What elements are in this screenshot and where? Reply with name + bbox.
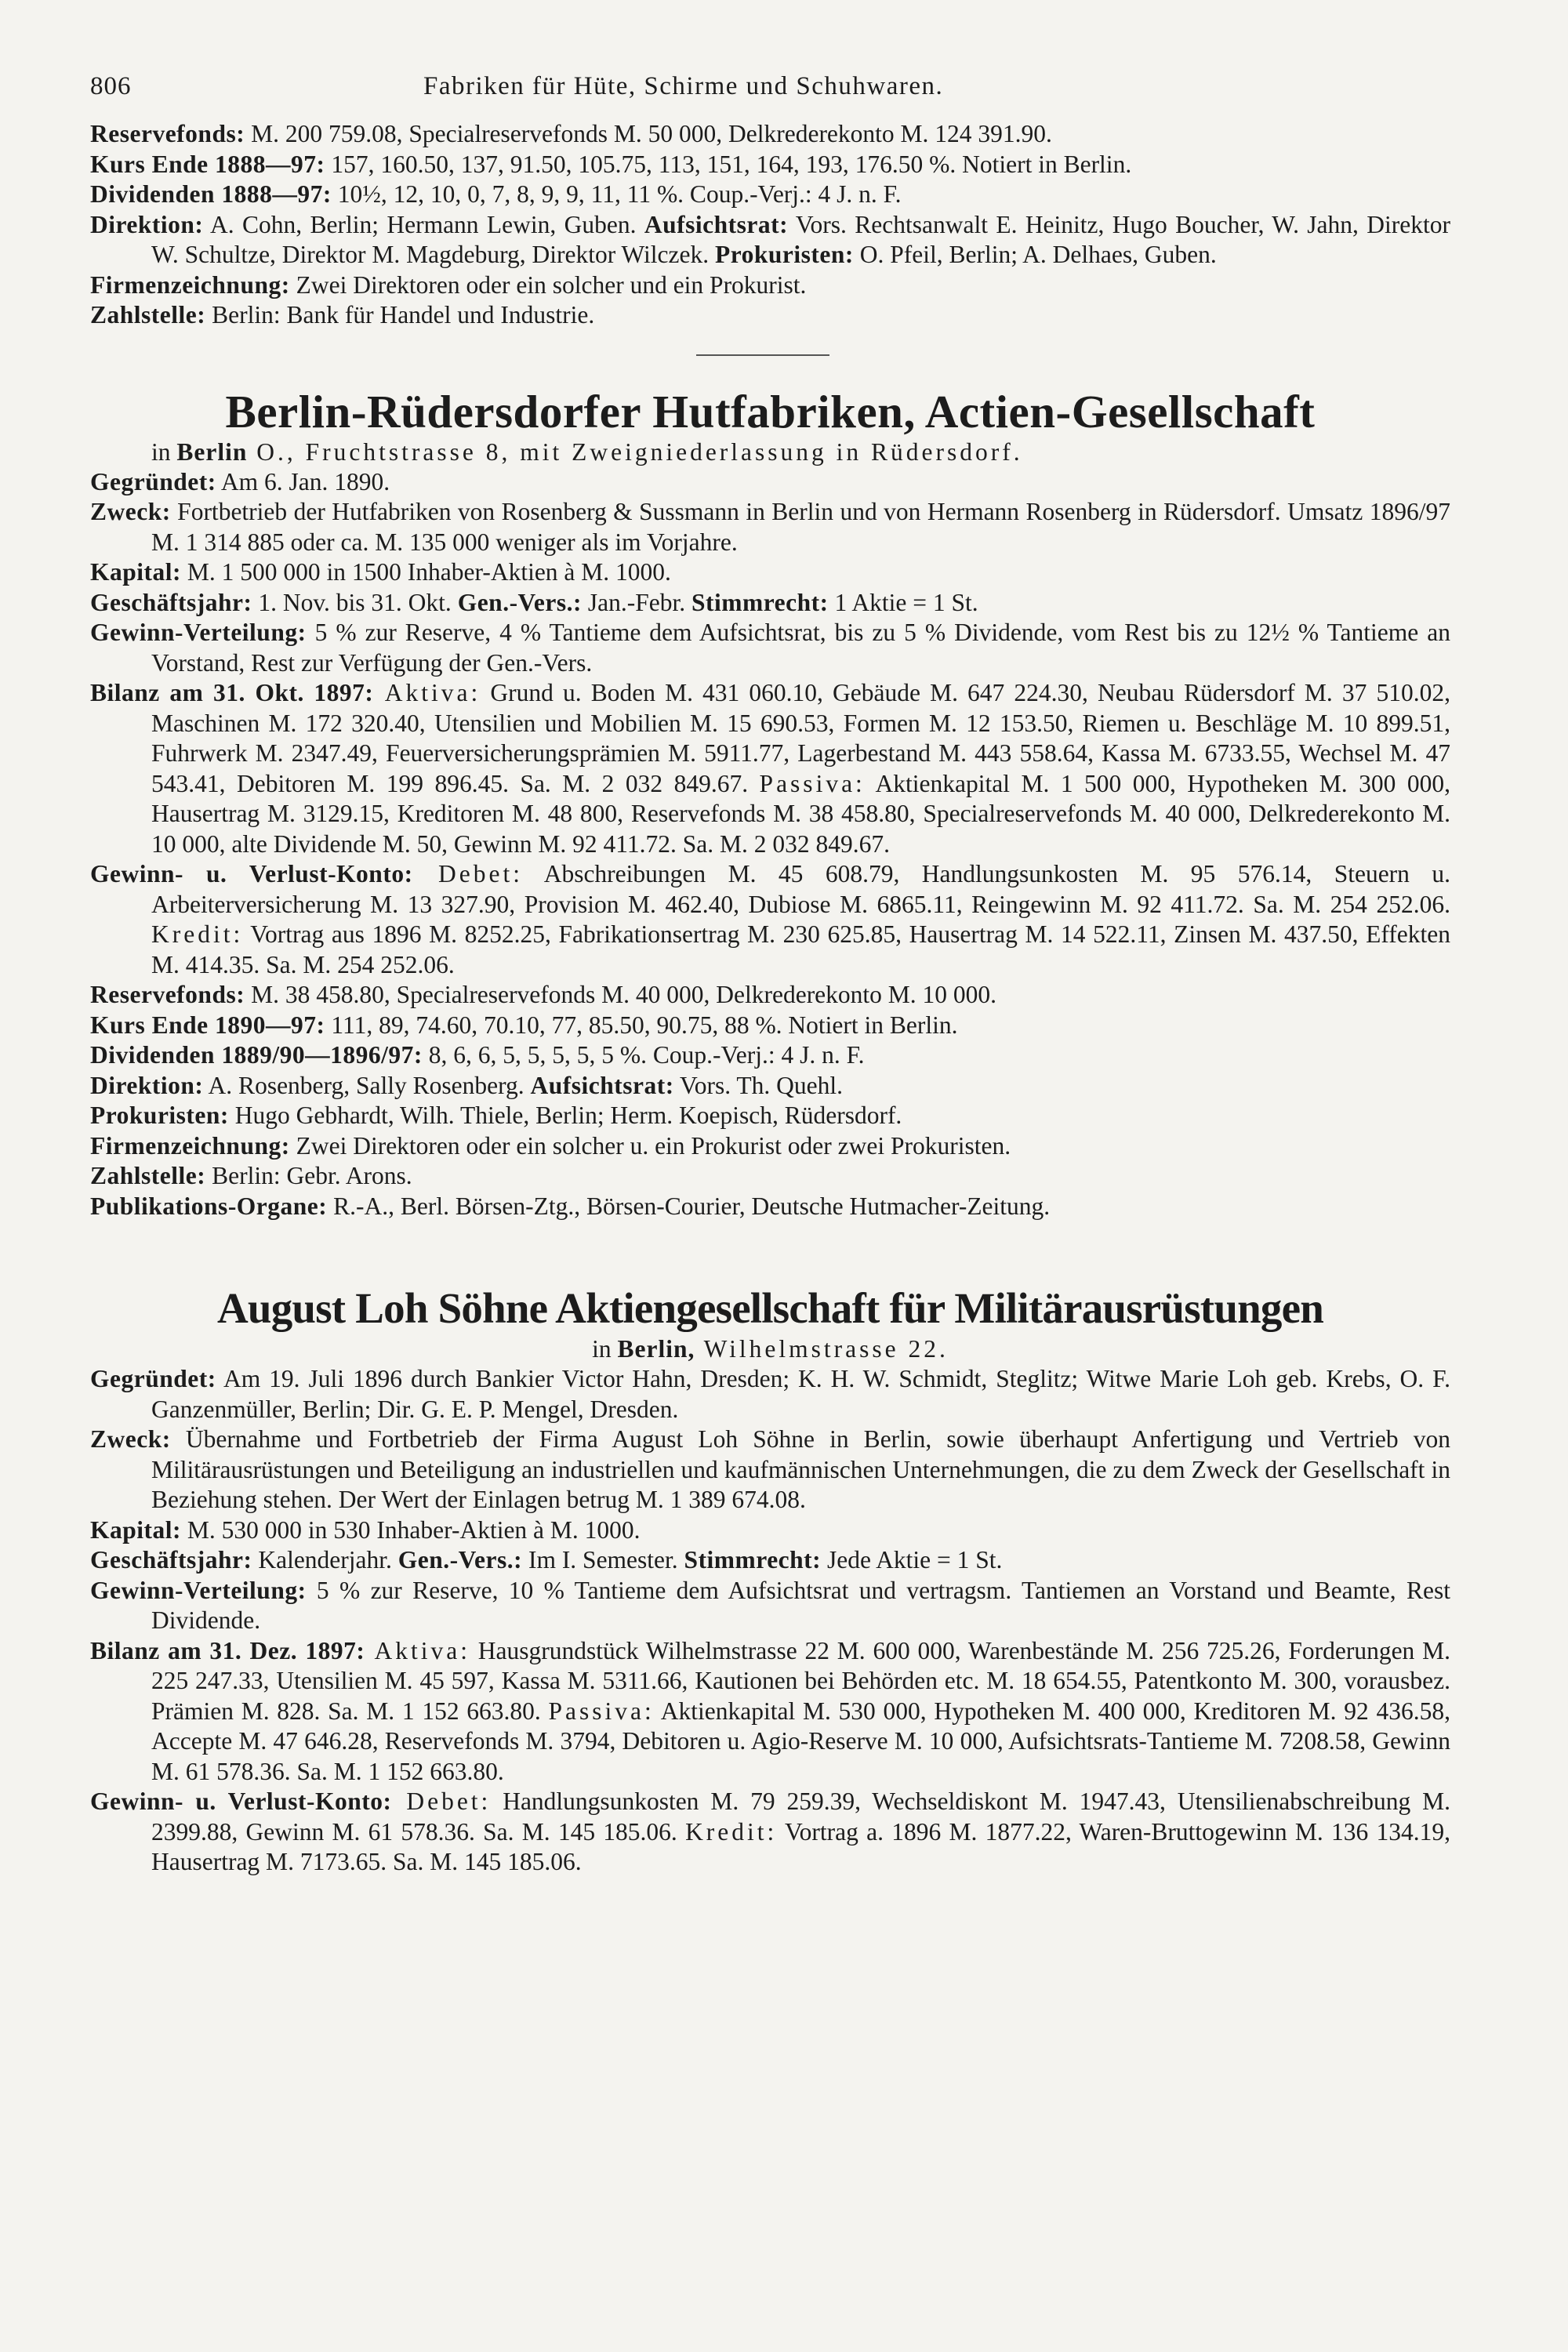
entry-key: Gewinn-Verteilung: — [90, 1576, 307, 1604]
entry-key: Prokuristen: — [90, 1102, 229, 1129]
entry-key: Kapital: — [90, 558, 182, 586]
entry-key: Dividenden 1888—97: — [90, 180, 332, 208]
entry-text: O. Pfeil, Berlin; A. Delhaes, Guben. — [853, 241, 1217, 268]
entry-text: Berlin: Bank für Handel und Industrie. — [205, 301, 595, 328]
entry-text: Vortrag a. 1896 M. 1877.22, Waren-Bruttogewinn M. 136 134.19, Hausertrag M. 7173.65. Sa. M. 145 185.06. — [151, 1817, 1450, 1875]
entry-key: Reservefonds: — [90, 120, 245, 147]
entry-text: Aktienkapital M. 1 500 000, Hypotheken M. 300 000, Hausertrag M. 3129.15, Kreditoren M. 48 800, Reservefonds M. 38 458.80, Specialreservefonds M. 40 000, Delkrederekonto M. 10 000, alte Dividende M. 50, Gewinn M. 92 411.72. Sa. M. 2 032 849.67. — [151, 769, 1450, 858]
entry-key: Gegründet: — [90, 1365, 216, 1392]
entry-key: Gewinn-Verteilung: — [90, 619, 307, 646]
entry-key: Gegründet: — [90, 467, 216, 495]
entry-paragraph — [90, 859, 1450, 980]
entry-key: Publikations-Organe: — [90, 1192, 328, 1220]
entry-key: Zahlstelle: — [90, 301, 206, 328]
entry-text: A. Cohn, Berlin; Hermann Lewin, Guben. — [203, 210, 644, 238]
entry-paragraph — [90, 678, 1450, 859]
entry-key: Zahlstelle: — [90, 1162, 206, 1189]
entry-subkey: Debet: — [412, 860, 523, 887]
entry-subkey: Passiva: — [759, 769, 866, 797]
entry-key: Kurs Ende 1890—97: — [90, 1011, 325, 1039]
location-prefix: in — [592, 1335, 618, 1363]
entry-text: Berlin: Gebr. Arons. — [205, 1162, 412, 1189]
entry-paragraph — [90, 1636, 1450, 1788]
section-gap — [90, 1221, 1450, 1283]
entry-paragraph — [90, 119, 1450, 150]
entry-paragraph — [90, 1576, 1450, 1636]
entry-paragraph — [90, 150, 1450, 180]
company-title-august-loh: August Loh Söhne Aktiengesellschaft für Militärausrüstungen — [217, 1284, 1323, 1332]
company-title-berlin-ruedersdorfer: Berlin-Rüdersdorfer Hutfabriken, Actien-Gesellschaft — [225, 385, 1316, 437]
entry-key: Zweck: — [90, 1425, 171, 1453]
location-city: Berlin, — [617, 1335, 695, 1363]
entry-paragraph — [90, 980, 1450, 1011]
entry-key: Geschäftsjahr: — [90, 1546, 252, 1573]
entry-key: Direktion: — [90, 1071, 204, 1099]
entry-key: Stimmrecht: — [684, 1546, 822, 1573]
entry-paragraph — [90, 557, 1450, 588]
company-location — [151, 437, 1450, 467]
section-divider — [696, 354, 829, 356]
entry-paragraph — [90, 1425, 1450, 1515]
entry-key: Dividenden 1889/90—1896/97: — [90, 1041, 423, 1069]
entry-paragraph — [90, 1161, 1450, 1192]
entry-paragraph — [90, 1101, 1450, 1131]
running-head-title: Fabriken für Hüte, Schirme und Schuhwaren. — [423, 72, 944, 100]
entry-text: 5 % zur Reserve, 4 % Tantieme dem Aufsichtsrat, bis zu 5 % Dividende, vom Rest bis zu 12½ % Tantieme an Vorstand, Rest zur Verfügung der Gen.-Vers. — [151, 619, 1450, 677]
company1-entries — [90, 467, 1450, 1222]
entry-text: Kalenderjahr. — [252, 1546, 398, 1573]
location-address: O., Fruchtstrasse 8, mit Zweigniederlassung in Rüdersdorf. — [247, 437, 1023, 466]
entry-paragraph — [90, 1040, 1450, 1071]
entry-text: 111, 89, 74.60, 70.10, 77, 85.50, 90.75, 88 %. Notiert in Berlin. — [325, 1011, 958, 1039]
entry-text: M. 1 500 000 in 1500 Inhaber-Aktien à M. 1000. — [181, 558, 671, 586]
entry-text: Jede Aktie = 1 St. — [821, 1546, 1003, 1573]
entry-text: A. Rosenberg, Sally Rosenberg. — [203, 1071, 531, 1099]
entry-text: Aktienkapital M. 530 000, Hypotheken M. 400 000, Kreditoren M. 92 436.58, Accepte M. 47 646.28, Reservefonds M. 3794, Debitoren u. Agio-Reserve M. 10 000, Aufsichtsrats-Tantieme M. 7208.58, Gewinn M. 61 578.36. Sa. M. 1 152 663.80. — [151, 1697, 1450, 1785]
entry-text: M. 200 759.08, Specialreservefonds M. 50 000, Delkrederekonto M. 124 391.90. — [245, 120, 1052, 147]
entry-subkey: Passiva: — [548, 1697, 655, 1725]
entry-text: Abschreibungen M. 45 608.79, Handlungsunkosten M. 95 576.14, Steuern u. Arbeiterversicherung M. 13 327.90, Provision M. 462.40, Dubiose M. 6865.11, Reingewinn M. 92 411.72. Sa. M. 254 252.06. — [151, 860, 1450, 918]
company-location — [90, 1334, 1450, 1364]
entry-text: Fortbetrieb der Hutfabriken von Rosenberg & Sussmann in Berlin und von Hermann Rosenberg in Rüdersdorf. Umsatz 1896/97 M. 1 314 885 oder ca. M. 135 000 weniger als im Vorjahre. — [151, 498, 1450, 556]
entry-subkey: Aktiva: — [373, 679, 481, 706]
entry-text: Vors. Rechtsanwalt E. Heinitz, Hugo Boucher, W. Jahn, Direktor W. Schultze, Direktor M. Magdeburg, Direktor Wilczek. — [151, 210, 1450, 268]
running-head — [90, 72, 1450, 119]
entry-text: 1. Nov. bis 31. Okt. — [252, 588, 458, 616]
entry-key: Direktion: — [90, 210, 204, 238]
entry-text: Übernahme und Fortbetrieb der Firma August Loh Söhne in Berlin, sowie überhaupt Anfertigung und Vertrieb von Militärausrüstungen und Beteiligung an industriellen und kaufmännischen Unternehmungen, die zu dem Zweck der Gesellschaft in Beziehung stehen. Der Wert der Einlagen betrug M. 1 389 674.08. — [151, 1425, 1450, 1513]
entry-key: Aufsichtsrat: — [644, 210, 789, 238]
entry-key: Gewinn- u. Verlust-Konto: — [90, 860, 413, 887]
entry-paragraph — [90, 1364, 1450, 1425]
location-city: Berlin — [176, 437, 248, 466]
entry-text: Grund u. Boden M. 431 060.10, Gebäude M. 647 224.30, Neubau Rüdersdorf M. 37 510.02, Maschinen M. 172 320.40, Utensilien und Mobilien M. 15 690.53, Formen M. 12 153.50, Riemen u. Beschläge M. 10 899.51, Fuhrwerk M. 2347.49, Feuerversicherungsprämien M. 5911.77, Lagerbestand M. 443 558.64, Kassa M. 6733.55, Wechsel M. 47 543.41, Debitoren M. 199 896.45. Sa. M. 2 032 849.67. — [151, 679, 1450, 797]
entry-subkey: Aktiva: — [365, 1636, 470, 1664]
entry-paragraph — [90, 588, 1450, 619]
entry-text: Am 19. Juli 1896 durch Bankier Victor Hahn, Dresden; K. H. W. Schmidt, Steglitz; Witwe Marie Loh geb. Krebs, O. F. Ganzenmüller, Berlin; Dir. G. E. P. Mengel, Dresden. — [151, 1365, 1450, 1423]
entry-paragraph — [90, 1192, 1450, 1222]
entry-key: Geschäftsjahr: — [90, 588, 252, 616]
entry-text: 157, 160.50, 137, 91.50, 105.75, 113, 151, 164, 193, 176.50 %. Notiert in Berlin. — [325, 150, 1132, 178]
entry-paragraph — [90, 210, 1450, 270]
entry-key: Gen.-Vers.: — [457, 588, 582, 616]
entry-text: Zwei Direktoren oder ein solcher und ein Prokurist. — [289, 270, 807, 299]
entry-paragraph — [90, 1131, 1450, 1162]
entry-paragraph — [90, 300, 1450, 331]
entry-paragraph — [90, 1515, 1450, 1546]
entry-text: Hausgrundstück Wilhelmstrasse 22 M. 600 000, Warenbestände M. 256 725.26, Forderungen M. 225 247.33, Utensilien M. 45 597, Kassa M. 5311.66, Kautionen bei Behörden etc. M. 18 654.55, Patentkonto M. 300, vorausbez. Prämien M. 828. Sa. M. 1 152 663.80. — [151, 1636, 1450, 1725]
entry-text: Am 6. Jan. 1890. — [216, 467, 390, 495]
entry-key: Aufsichtsrat: — [530, 1071, 674, 1099]
entry-subkey: Kredit: — [685, 1817, 778, 1846]
entry-text: 10½, 12, 10, 0, 7, 8, 9, 9, 11, 11 %. Coup.-Verj.: 4 J. n. F. — [331, 180, 902, 208]
entry-key: Stimmrecht: — [691, 588, 829, 616]
entry-key: Bilanz am 31. Dez. 1897: — [90, 1636, 365, 1664]
entry-text: 1 Aktie = 1 St. — [828, 588, 978, 616]
entry-text: Vors. Th. Quehl. — [673, 1071, 844, 1099]
entry-paragraph — [90, 497, 1450, 557]
entry-key: Firmenzeichnung: — [90, 1131, 290, 1160]
entry-paragraph — [90, 180, 1450, 210]
entry-subkey: Kredit: — [151, 920, 244, 948]
entry-text: Handlungsunkosten M. 79 259.39, Wechseldiskont M. 1947.43, Utensilienabschreibung M. 2399.88, Gewinn M. 61 578.36. Sa. M. 145 185.06. — [151, 1788, 1450, 1846]
entry-subkey: Debet: — [391, 1788, 492, 1815]
entry-paragraph — [90, 467, 1450, 498]
entry-paragraph — [90, 1787, 1450, 1878]
entry-text: 8, 6, 6, 5, 5, 5, 5, 5 %. Coup.-Verj.: 4 J. n. F. — [422, 1041, 865, 1069]
entry-paragraph — [90, 1071, 1450, 1102]
entry-text: Jan.-Febr. — [582, 588, 691, 616]
entry-paragraph — [90, 618, 1450, 678]
location-prefix: in — [151, 437, 177, 466]
company2-entries — [90, 1364, 1450, 1878]
entry-key: Gewinn- u. Verlust-Konto: — [90, 1788, 392, 1815]
entry-key: Gen.-Vers.: — [397, 1546, 523, 1573]
page-number: 806 — [90, 72, 132, 100]
entry-key: Zweck: — [90, 498, 171, 525]
entry-key: Kapital: — [90, 1515, 182, 1544]
entry-text: M. 38 458.80, Specialreservefonds M. 40 000, Delkrederekonto M. 10 000. — [245, 981, 997, 1008]
entry-text: R.-A., Berl. Börsen-Ztg., Börsen-Courier, Deutsche Hutmacher-Zeitung. — [327, 1192, 1051, 1220]
entry-paragraph — [90, 1545, 1450, 1576]
entry-text: 5 % zur Reserve, 10 % Tantieme dem Aufsichtsrat und vertragsm. Tantiemen an Vorstand und Beamte, Rest Dividende. — [151, 1576, 1450, 1634]
entry-text: Im I. Semester. — [522, 1546, 684, 1573]
entry-text: Hugo Gebhardt, Wilh. Thiele, Berlin; Herm. Koepisch, Rüdersdorf. — [228, 1102, 902, 1129]
location-address: Wilhelmstrasse 22. — [695, 1335, 949, 1363]
entry-paragraph — [90, 1011, 1450, 1041]
entry-key: Prokuristen: — [714, 241, 854, 268]
entry-text: M. 530 000 in 530 Inhaber-Aktien à M. 1000. — [181, 1515, 641, 1544]
entry-text: Zwei Direktoren oder ein solcher u. ein Prokurist oder zwei Prokuristen. — [289, 1131, 1011, 1160]
entry-key: Reservefonds: — [90, 981, 245, 1008]
carryover-section — [90, 119, 1450, 331]
entry-key: Kurs Ende 1888—97: — [90, 150, 325, 178]
entry-text: Vortrag aus 1896 M. 8252.25, Fabrikationsertrag M. 230 625.85, Hausertrag M. 14 522.11, Zinsen M. 437.50, Effekten M. 414.35. Sa. M. 254 252.06. — [151, 920, 1450, 978]
entry-key: Firmenzeichnung: — [90, 270, 290, 299]
entry-paragraph — [90, 270, 1450, 301]
entry-key: Bilanz am 31. Okt. 1897: — [90, 679, 374, 706]
